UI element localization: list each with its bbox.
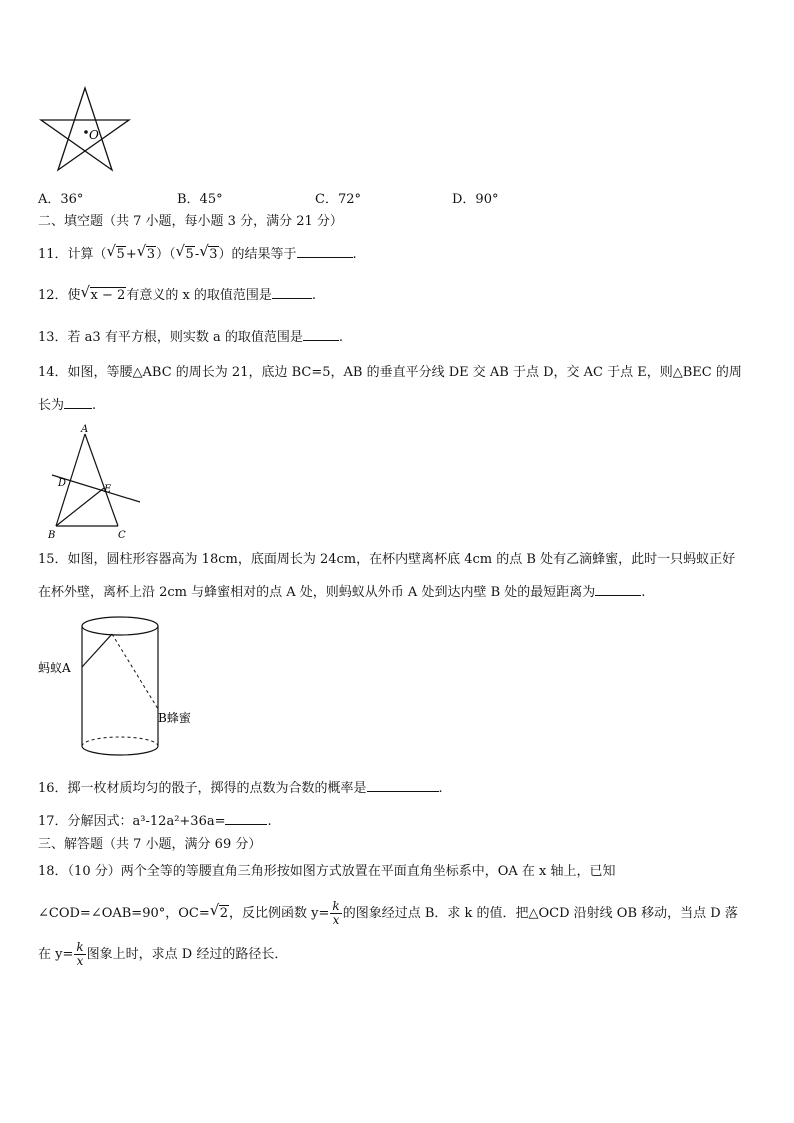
option-d: D．90° <box>452 192 499 207</box>
section2-title: 二、填空题（共 7 小题，每小题 3 分，满分 21 分） <box>38 214 343 229</box>
honey-label: B蜂蜜 <box>158 711 191 725</box>
answer-blank <box>64 396 92 409</box>
label-c: C <box>118 530 126 540</box>
question-15-line2: 在杯外壁，离杯上沿 2cm 与蜂蜜相对的点 A 处，则蚂蚁从外币 A 处到达内壁 B 处的最短距离为 . <box>38 585 646 600</box>
question-14-line2: 长为 . <box>38 398 97 413</box>
answer-blank <box>303 328 339 341</box>
option-c: C．72° <box>315 192 361 207</box>
option-b: B．45° <box>177 192 223 207</box>
question-17: 17．分解因式：a³-12a²+36a= . <box>38 814 272 829</box>
answer-blank <box>297 245 353 258</box>
question-11: 11．计算（ √ 5+ √ 3）（ √ 5- √ 3）的结果等于 . <box>38 242 357 262</box>
answer-blank <box>225 812 267 825</box>
fraction-k-over-x: $\frac{k}{x}$ <box>332 899 340 927</box>
label-a: A <box>81 424 89 435</box>
star-figure <box>38 86 132 176</box>
ant-label: 蚂蚁A <box>38 661 71 675</box>
fraction-k-over-x: $\frac{k}{x}$ <box>76 940 84 968</box>
option-a: A．36° <box>38 192 84 207</box>
section3-title: 三、解答题（共 7 小题，满分 69 分） <box>38 837 262 852</box>
question-18-line2: ∠COD=∠OAB=90°，OC= √ 2，反比例函数 y= $\frac{k}{x}$ 的图象经过点 B．求 k 的值．把△OCD 沿射线 OB 移动，当点 D 落 <box>38 899 738 927</box>
label-b: B <box>48 530 56 540</box>
answer-blank <box>595 583 641 596</box>
label-d: D <box>58 478 67 489</box>
cylinder-figure <box>36 612 206 762</box>
question-16: 16．掷一枚材质均匀的骰子，掷得的点数为合数的概率是 . <box>38 781 443 796</box>
answer-blank <box>367 779 439 792</box>
question-13: 13．若 a3 有平方根，则实数 a 的取值范围是 . <box>38 330 343 345</box>
question-15-line1: 15．如图，圆柱形容器高为 18cm，底面周长为 24cm，在杯内壁离杯底 4cm 的点 B 处有乙滴蜂蜜，此时一只蚂蚁正好 <box>38 552 736 567</box>
triangle-figure <box>44 422 144 540</box>
question-18-line3: 在 y= $\frac{k}{x}$ 图象上时，求点 D 经过的路径长． <box>38 940 288 968</box>
question-14-line1: 14．如图，等腰△ABC 的周长为 21，底边 BC=5，AB 的垂直平分线 DE 交 AB 于点 D，交 AC 于点 E，则△BEC 的周 <box>38 365 742 380</box>
question-12: 12．使 √ x − 2有意义的 x 的取值范围是 . <box>38 283 317 303</box>
question-18-line1: 18．（10 分）两个全等的等腰直角三角形按如图方式放置在平面直角坐标系中，OA 在 x 轴上，已知 <box>38 864 616 879</box>
label-e: E <box>104 484 112 495</box>
star-center-label: O <box>89 128 99 142</box>
answer-blank <box>272 286 312 299</box>
